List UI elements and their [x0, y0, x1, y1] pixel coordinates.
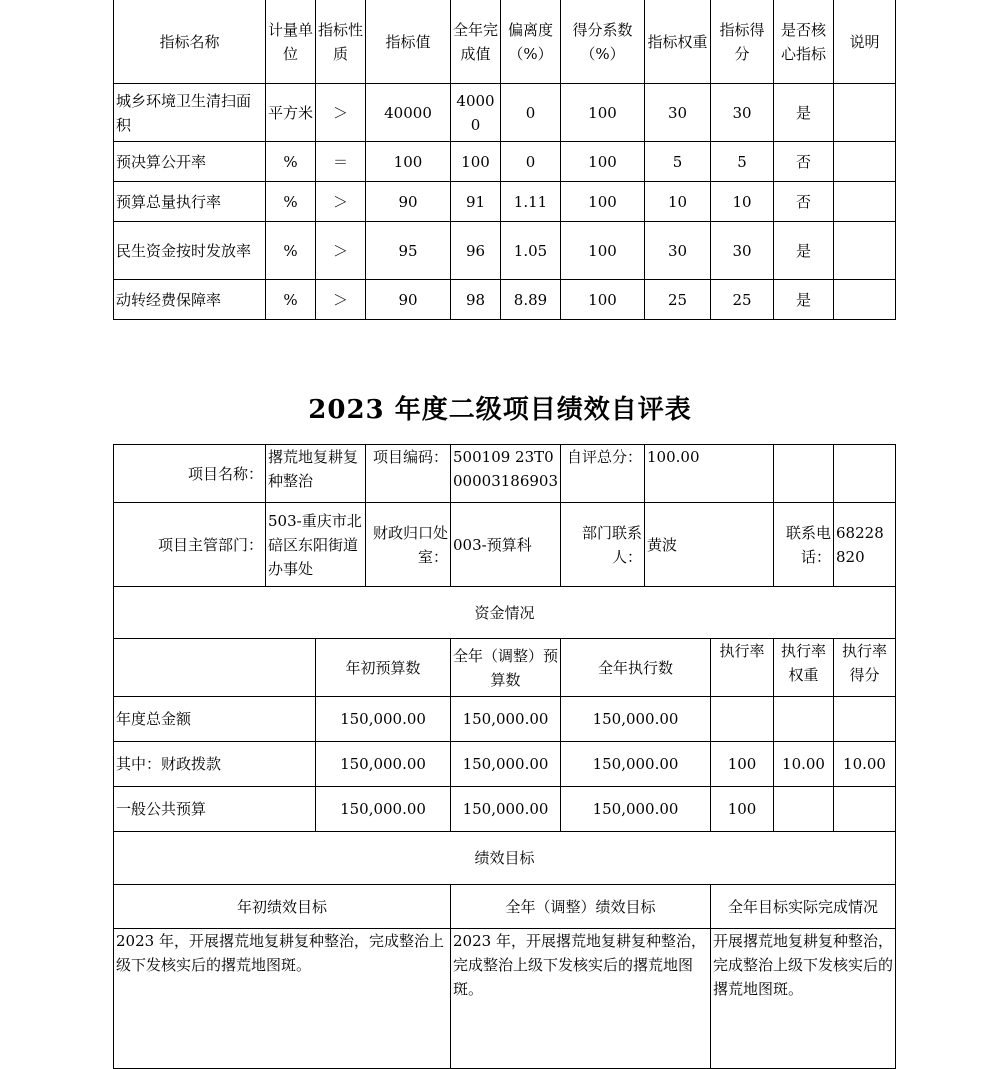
header-cell: 是否核心指标 — [774, 0, 834, 84]
indicator-coefficient: 100 — [561, 222, 645, 280]
indicator-name: 民生资金按时发放率 — [114, 222, 266, 280]
goals-header-row — [114, 885, 896, 929]
indicator-deviation: 8.89 — [501, 280, 561, 320]
goal-initial: 2023 年，开展撂荒地复耕复种整治，完成整治上级下发核实后的撂荒地图斑。 — [114, 929, 451, 1069]
indicator-note — [834, 222, 896, 280]
indicator-note — [834, 182, 896, 222]
empty-cell — [774, 445, 834, 503]
funds-header-cell: 全年执行数 — [561, 639, 711, 697]
funds-header-row — [114, 639, 896, 697]
indicator-unit: % — [266, 142, 316, 182]
indicator-unit: % — [266, 182, 316, 222]
funds-executed: 150,000.00 — [561, 787, 711, 832]
funds-initial-budget: 150,000.00 — [316, 787, 451, 832]
project-name-label: 项目名称： — [114, 445, 266, 503]
goals-header-cell: 全年目标实际完成情况 — [711, 885, 896, 929]
header-cell: 指标值 — [366, 0, 451, 84]
funds-rate-score — [834, 697, 896, 742]
indicator-deviation: 0 — [501, 84, 561, 142]
indicator-core: 是 — [774, 84, 834, 142]
dept: 503-重庆市北碚区东阳街道办事处 — [266, 503, 366, 587]
funds-row-label: 其中：财政拨款 — [114, 742, 316, 787]
indicator-coefficient: 100 — [561, 84, 645, 142]
dept-label: 项目主管部门： — [114, 503, 266, 587]
self-score-label: 自评总分： — [561, 445, 645, 503]
header-cell: 偏离度（%） — [501, 0, 561, 84]
funds-header-cell: 执行率得分 — [834, 639, 896, 697]
indicator-value: 40000 — [366, 84, 451, 142]
project-name: 撂荒地复耕复种整治 — [266, 445, 366, 503]
indicator-coefficient: 100 — [561, 182, 645, 222]
goals-header-cell: 年初绩效目标 — [114, 885, 451, 929]
funds-rate-score — [834, 787, 896, 832]
table-row — [114, 84, 896, 142]
funds-header-cell: 执行率 — [711, 639, 774, 697]
indicator-weight: 30 — [645, 222, 711, 280]
funds-rate-weight: 10.00 — [774, 742, 834, 787]
goals-content-row — [114, 929, 896, 1069]
funds-adjusted-budget: 150,000.00 — [451, 742, 561, 787]
funds-header-cell: 执行率权重 — [774, 639, 834, 697]
goal-actual: 开展撂荒地复耕复种整治，完成整治上级下发核实后的撂荒地图斑。 — [711, 929, 896, 1069]
header-cell: 得分系数（%） — [561, 0, 645, 84]
funds-rate-weight — [774, 697, 834, 742]
funds-header-cell — [114, 639, 316, 697]
funds-executed: 150,000.00 — [561, 697, 711, 742]
phone: 68228820 — [834, 503, 896, 587]
indicator-actual: 98 — [451, 280, 501, 320]
table-row — [114, 742, 896, 787]
indicator-name: 预决算公开率 — [114, 142, 266, 182]
funds-executed: 150,000.00 — [561, 742, 711, 787]
indicator-weight: 25 — [645, 280, 711, 320]
indicator-nature: ＞ — [316, 84, 366, 142]
indicator-core: 否 — [774, 142, 834, 182]
indicator-note — [834, 142, 896, 182]
indicator-score: 30 — [711, 84, 774, 142]
goals-section-row — [114, 832, 896, 885]
indicator-score: 10 — [711, 182, 774, 222]
indicator-core: 是 — [774, 280, 834, 320]
page-title: 2023 年度二级项目绩效自评表 — [308, 395, 692, 425]
header-cell: 指标权重 — [645, 0, 711, 84]
funds-section-title: 资金情况 — [114, 587, 896, 639]
indicator-weight: 5 — [645, 142, 711, 182]
indicator-unit: 平方米 — [266, 84, 316, 142]
indicator-actual: 96 — [451, 222, 501, 280]
funds-execution-rate: 100 — [711, 787, 774, 832]
indicator-name: 城乡环境卫生清扫面积 — [114, 84, 266, 142]
finance-office: 003-预算科 — [451, 503, 561, 587]
phone-label: 联系电话： — [774, 503, 834, 587]
funds-section-row — [114, 587, 896, 639]
indicator-deviation: 0 — [501, 142, 561, 182]
indicator-weight: 30 — [645, 84, 711, 142]
project-code-label: 项目编码： — [366, 445, 451, 503]
indicator-core: 否 — [774, 182, 834, 222]
header-cell: 指标名称 — [114, 0, 266, 84]
indicator-table — [113, 0, 896, 320]
goals-header-cell: 全年（调整）绩效目标 — [451, 885, 711, 929]
self-score: 100.00 — [645, 445, 774, 503]
indicator-note — [834, 280, 896, 320]
indicator-name: 预算总量执行率 — [114, 182, 266, 222]
project-info-row — [114, 445, 896, 503]
funds-execution-rate — [711, 697, 774, 742]
funds-execution-rate: 100 — [711, 742, 774, 787]
finance-office-label: 财政归口处室： — [366, 503, 451, 587]
indicator-value: 90 — [366, 280, 451, 320]
project-self-evaluation-table — [113, 444, 896, 1069]
empty-cell — [834, 445, 896, 503]
goal-adjusted: 2023 年，开展撂荒地复耕复种整治，完成整治上级下发核实后的撂荒地图斑。 — [451, 929, 711, 1069]
contact: 黄波 — [645, 503, 774, 587]
header-cell: 指标得分 — [711, 0, 774, 84]
indicator-actual: 100 — [451, 142, 501, 182]
indicator-deviation: 1.05 — [501, 222, 561, 280]
funds-initial-budget: 150,000.00 — [316, 742, 451, 787]
funds-adjusted-budget: 150,000.00 — [451, 697, 561, 742]
table-row — [114, 182, 896, 222]
indicator-value: 100 — [366, 142, 451, 182]
indicator-score: 5 — [711, 142, 774, 182]
contact-label: 部门联系人： — [561, 503, 645, 587]
goals-section-title: 绩效目标 — [114, 832, 896, 885]
indicator-actual: 40000 — [451, 84, 501, 142]
indicator-core: 是 — [774, 222, 834, 280]
table-row — [114, 787, 896, 832]
indicator-weight: 10 — [645, 182, 711, 222]
header-cell: 说明 — [834, 0, 896, 84]
table-row — [114, 697, 896, 742]
table-row — [114, 142, 896, 182]
indicator-header-row — [114, 0, 896, 84]
funds-header-cell: 年初预算数 — [316, 639, 451, 697]
indicator-nature: ＞ — [316, 280, 366, 320]
funds-row-label: 一般公共预算 — [114, 787, 316, 832]
indicator-score: 30 — [711, 222, 774, 280]
project-code: 500109 23T000003186903 — [451, 445, 561, 503]
indicator-coefficient: 100 — [561, 142, 645, 182]
funds-rate-score: 10.00 — [834, 742, 896, 787]
funds-adjusted-budget: 150,000.00 — [451, 787, 561, 832]
indicator-coefficient: 100 — [561, 280, 645, 320]
indicator-nature: ＞ — [316, 182, 366, 222]
funds-rate-weight — [774, 787, 834, 832]
indicator-deviation: 1.11 — [501, 182, 561, 222]
indicator-unit: % — [266, 280, 316, 320]
indicator-unit: % — [266, 222, 316, 280]
indicator-score: 25 — [711, 280, 774, 320]
indicator-actual: 91 — [451, 182, 501, 222]
header-cell: 全年完成值 — [451, 0, 501, 84]
indicator-nature: ＝ — [316, 142, 366, 182]
funds-header-cell: 全年（调整）预算数 — [451, 639, 561, 697]
table-row — [114, 280, 896, 320]
indicator-note — [834, 84, 896, 142]
header-cell: 计量单位 — [266, 0, 316, 84]
funds-initial-budget: 150,000.00 — [316, 697, 451, 742]
department-info-row — [114, 503, 896, 587]
indicator-value: 95 — [366, 222, 451, 280]
indicator-nature: ＞ — [316, 222, 366, 280]
funds-row-label: 年度总金额 — [114, 697, 316, 742]
table-row — [114, 222, 896, 280]
indicator-name: 动转经费保障率 — [114, 280, 266, 320]
header-cell: 指标性质 — [316, 0, 366, 84]
indicator-value: 90 — [366, 182, 451, 222]
